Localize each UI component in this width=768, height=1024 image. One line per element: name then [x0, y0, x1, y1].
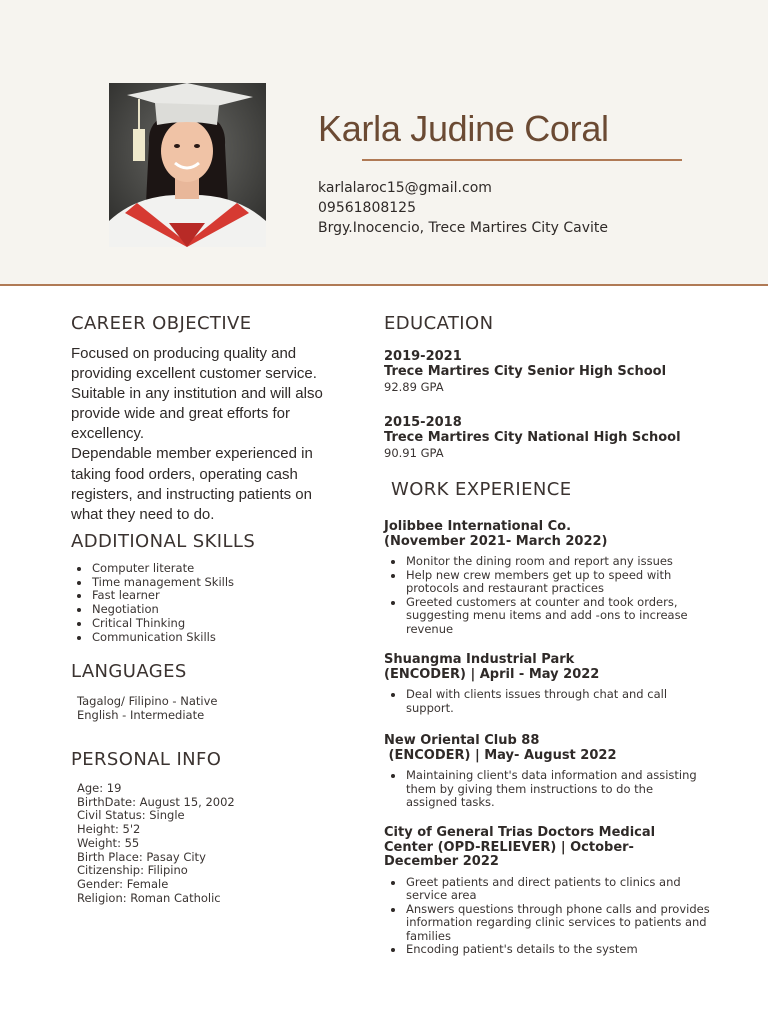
skills-list: [70, 562, 234, 644]
email[interactable]: karlalaroc15@gmail.com: [318, 180, 492, 196]
education-years: 2015-2018: [384, 415, 462, 430]
list-item: Weight: 55: [77, 835, 140, 850]
job-title-line: Jolibbee International Co.: [384, 519, 572, 534]
candidate-name: Karla Judine Coral: [318, 108, 609, 149]
list-item: [384, 555, 724, 569]
languages-list: [77, 695, 217, 722]
job-title-line: December 2022: [384, 854, 499, 869]
objective-line: providing excellent customer service.: [71, 365, 317, 383]
education-school: Trece Martires City National High School: [384, 430, 681, 445]
job-entry: [384, 734, 724, 810]
duty-line: assigned tasks.: [406, 795, 495, 810]
job-entry: [384, 520, 724, 637]
job-header: [384, 826, 724, 870]
education-heading: EDUCATION: [384, 313, 494, 334]
header-divider: [0, 284, 768, 286]
duty-line: suggesting menu items and add -ons to increase: [406, 608, 688, 623]
duty-line: support.: [406, 700, 454, 715]
duty-line: Greet patients and direct patients to clinics and: [406, 874, 681, 889]
duty-line: Maintaining client's data information and assisting: [406, 768, 697, 782]
duty-line: Greeted customers at counter and took orders,: [406, 594, 678, 609]
job-duties: [384, 688, 724, 715]
job-title-line: City of General Trias Doctors Medical: [384, 825, 656, 840]
job-duties: [384, 769, 724, 810]
list-item: Age: 19: [77, 781, 122, 795]
name-underline: [362, 159, 682, 161]
job-header: [384, 734, 724, 763]
list-item: Critical Thinking: [70, 617, 234, 631]
job-title-line: Center (OPD-RELIEVER) | October-: [384, 839, 634, 855]
job-title-line: (ENCODER) | May- August 2022: [384, 747, 617, 763]
duty-line: revenue: [406, 621, 454, 636]
education-gpa: 92.89 GPA: [384, 380, 444, 394]
duty-line: Help new crew members get up to speed with: [406, 567, 672, 582]
duty-line: Answers questions through phone calls and provides: [406, 901, 710, 916]
job-title-line: (ENCODER) | April - May 2022: [384, 666, 600, 682]
list-item: Height: 5'2: [77, 822, 141, 837]
job-title-line: New Oriental Club 88: [384, 733, 540, 748]
list-item: English - Intermediate: [77, 707, 205, 722]
objective-line: excellency.: [71, 425, 145, 443]
contact-info: [318, 178, 608, 238]
job-header: [384, 520, 724, 549]
list-item: Computer literate: [70, 562, 234, 576]
objective-line: what they need to do.: [71, 505, 215, 523]
list-item: Time management Skills: [70, 576, 234, 590]
work-experience-heading: WORK EXPERIENCE: [391, 479, 572, 500]
job-entry: [384, 653, 724, 715]
duty-line: Encoding patient's details to the system: [406, 942, 638, 957]
job-duties: [384, 876, 724, 958]
duty-line: service area: [406, 888, 477, 903]
duty-line: Deal with clients issues through chat and call: [406, 687, 668, 701]
duty-line: families: [406, 928, 451, 943]
objective-line: registers, and instructing patients on: [71, 485, 312, 503]
list-item: [384, 596, 724, 637]
objective-line: provide wide and great efforts for: [71, 405, 291, 423]
objective-line: taking food orders, operating cash: [71, 465, 298, 483]
list-item: Negotiation: [70, 603, 234, 617]
list-item: BirthDate: August 15, 2002: [77, 794, 235, 809]
career-objective-text: [71, 344, 341, 525]
personal-info-heading: PERSONAL INFO: [71, 749, 222, 770]
objective-line: Suitable in any institution and will also: [71, 385, 323, 403]
list-item: Tagalog/ Filipino - Native: [77, 694, 218, 708]
duty-line: information regarding clinic services to patients and: [406, 915, 707, 930]
list-item: Birth Place: Pasay City: [77, 849, 206, 864]
list-item: Gender: Female: [77, 876, 169, 891]
list-item: [384, 688, 724, 715]
education-entry: [384, 415, 681, 461]
objective-line: Dependable member experienced in: [71, 445, 313, 463]
phone[interactable]: 09561808125: [318, 200, 416, 216]
job-entry: [384, 826, 724, 957]
duty-line: protocols and restaurant practices: [406, 581, 604, 596]
list-item: [384, 903, 724, 944]
personal-info-list: [77, 782, 235, 905]
job-title-line: (November 2021- March 2022): [384, 533, 608, 549]
education-gpa: 90.91 GPA: [384, 446, 444, 460]
career-objective-heading: CAREER OBJECTIVE: [71, 313, 252, 334]
list-item: [384, 943, 724, 957]
list-item: Religion: Roman Catholic: [77, 890, 221, 905]
duty-line: Monitor the dining room and report any issues: [406, 554, 673, 568]
list-item: Fast learner: [70, 589, 234, 603]
additional-skills-heading: ADDITIONAL SKILLS: [71, 531, 256, 552]
list-item: [384, 569, 724, 596]
list-item: Citizenship: Filipino: [77, 863, 188, 878]
list-item: Communication Skills: [70, 631, 234, 645]
job-duties: [384, 555, 724, 637]
job-header: [384, 653, 724, 682]
education-school: Trece Martires City Senior High School: [384, 364, 667, 379]
address: Brgy.Inocencio, Trece Martires City Cavite: [318, 220, 608, 236]
list-item: Civil Status: Single: [77, 808, 185, 823]
objective-line: Focused on producing quality and: [71, 345, 297, 362]
job-title-line: Shuangma Industrial Park: [384, 652, 575, 667]
languages-heading: LANGUAGES: [71, 661, 187, 682]
profile-photo: [109, 83, 266, 247]
list-item: [384, 876, 724, 903]
list-item: [384, 769, 724, 810]
education-years: 2019-2021: [384, 349, 462, 364]
duty-line: them by giving them instructions to do the: [406, 781, 654, 796]
education-entry: [384, 349, 666, 395]
